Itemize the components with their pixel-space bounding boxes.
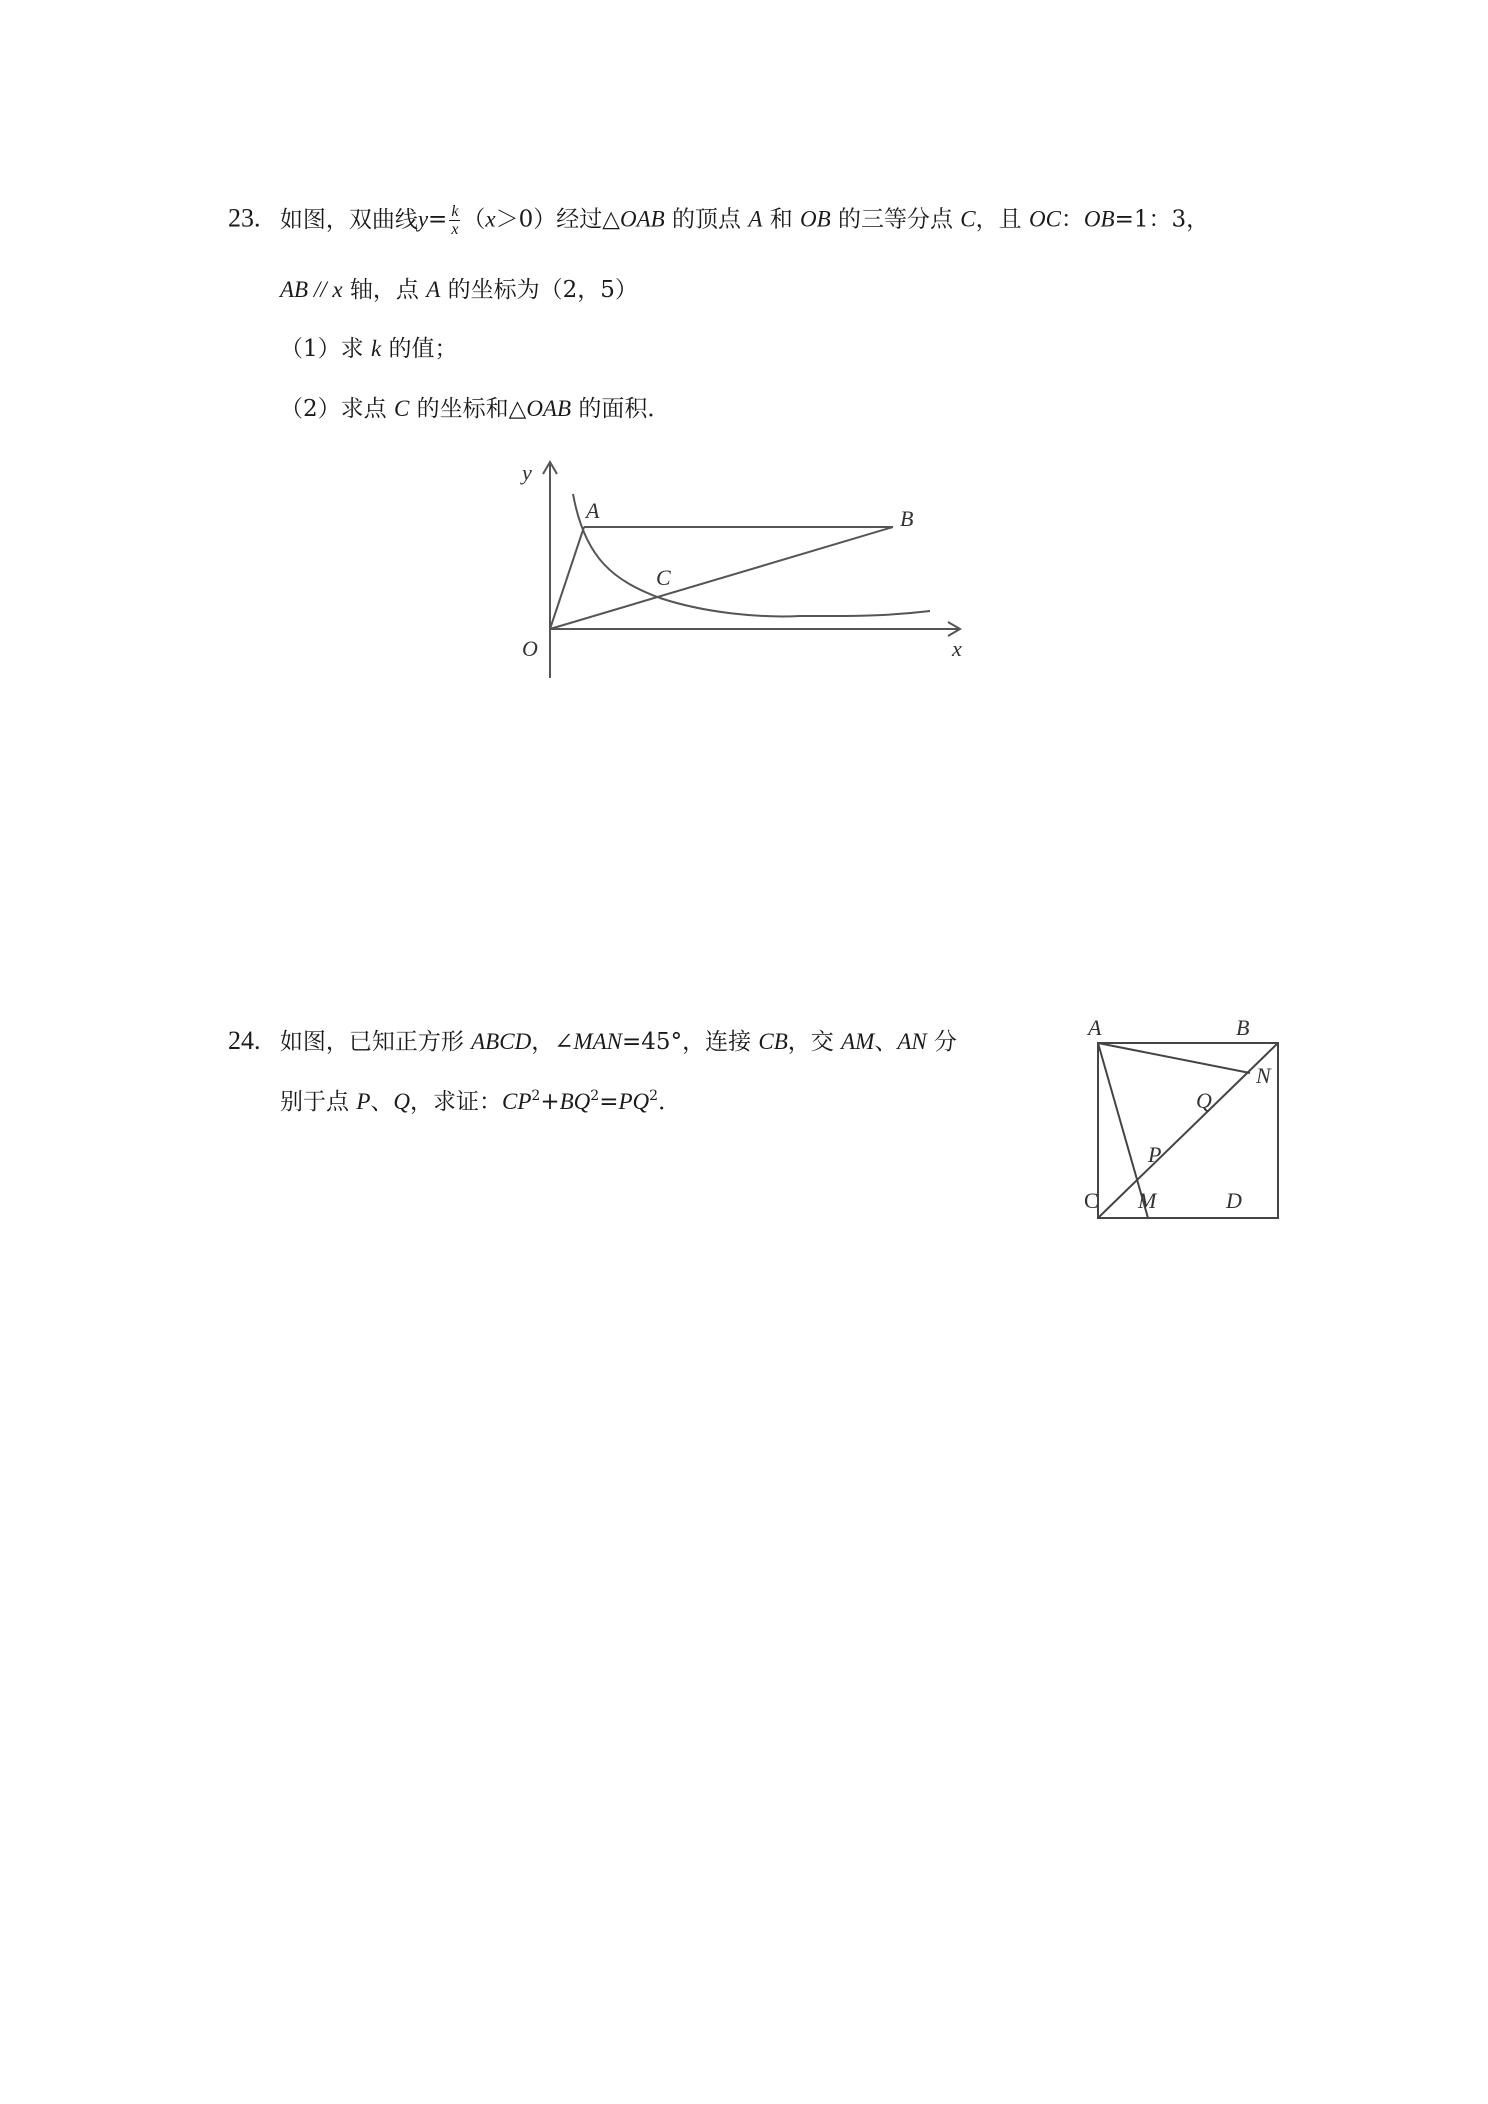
label-o: O <box>522 636 538 661</box>
superscript: 2 <box>531 1088 541 1104</box>
text: ，交 <box>787 1029 834 1055</box>
q24-number: 24. <box>228 1026 261 1055</box>
text: = <box>599 1089 619 1115</box>
var-c: C <box>393 396 410 421</box>
var-a: A <box>426 277 441 302</box>
segment-oa <box>550 527 584 629</box>
var-p: P <box>356 1089 371 1114</box>
label-b: B <box>1236 1015 1250 1040</box>
text: ＞0）经过△ <box>495 206 620 233</box>
var-x: x <box>485 206 496 232</box>
var-ob: OB <box>800 206 831 232</box>
text: 的三等分点 <box>837 206 953 233</box>
label-a: A <box>586 498 600 523</box>
q24-figure <box>1060 1005 1280 1230</box>
label-p: P <box>1148 1142 1162 1167</box>
text: 别于点 <box>280 1089 349 1115</box>
text: （2）求点 <box>280 396 387 422</box>
label-n: N <box>1256 1063 1271 1088</box>
text: 的值； <box>388 336 458 362</box>
var-c: C <box>960 206 976 232</box>
fraction-k-over-x <box>449 203 460 238</box>
text: 、 <box>874 1029 898 1055</box>
var-am: AM <box>841 1029 875 1054</box>
var-abcd: ABCD <box>471 1029 532 1054</box>
var-oab: OAB <box>526 396 572 421</box>
q23-line-1 <box>228 203 1209 238</box>
var-cp: CP <box>502 1089 532 1114</box>
label-a: A <box>1088 1015 1102 1040</box>
text: =45°，连接 <box>622 1029 752 1055</box>
text: 的坐标和△ <box>416 396 527 422</box>
label-x: x <box>952 636 962 661</box>
frac-denominator: x <box>451 221 459 238</box>
var-an: AN <box>897 1029 927 1054</box>
text: （1）求 <box>280 336 364 362</box>
label-m: M <box>1138 1188 1157 1213</box>
label-d: D <box>1226 1188 1242 1213</box>
var-oab: OAB <box>619 206 665 232</box>
label-q: Q <box>1196 1088 1212 1113</box>
frac-numerator: k <box>451 203 459 220</box>
superscript: 2 <box>590 1088 600 1104</box>
text: 的面积． <box>578 396 671 422</box>
var-bq: BQ <box>559 1089 591 1114</box>
q23-figure <box>500 450 980 690</box>
var-a: A <box>748 206 763 232</box>
var-ob: OB <box>1083 206 1115 232</box>
var-oc: OC <box>1028 206 1061 232</box>
label-c: C <box>1084 1188 1099 1213</box>
var-x: x <box>332 277 343 302</box>
text: 如图，已知正方形 <box>279 1029 464 1055</box>
text: =1：3， <box>1114 206 1210 233</box>
var-y: y <box>417 206 429 232</box>
text: 如图，双曲线 <box>279 206 418 233</box>
var-man: MAN <box>573 1029 623 1054</box>
var-cb: CB <box>758 1029 788 1054</box>
text: ，求证： <box>410 1089 502 1115</box>
var-k: k <box>370 336 382 361</box>
label-c: C <box>656 565 671 590</box>
q23-line-2 <box>280 275 638 305</box>
segment-cb <box>1098 1043 1278 1218</box>
text: 分 <box>934 1029 958 1055</box>
text: 轴，点 <box>342 277 419 303</box>
q24-line-2 <box>280 1087 681 1117</box>
q24-line-1 <box>228 1026 957 1057</box>
q23-part-1 <box>280 334 457 364</box>
text: 和 <box>769 206 793 233</box>
label-b: B <box>900 506 914 531</box>
text: 的坐标为（2，5） <box>447 277 638 303</box>
var-q: Q <box>393 1089 410 1114</box>
var-pq: PQ <box>618 1089 650 1114</box>
text: ． <box>658 1089 682 1115</box>
segment-an <box>1098 1043 1250 1073</box>
segment-ob <box>550 527 893 629</box>
var-ab: AB <box>280 277 309 302</box>
hyperbola-curve <box>573 494 930 616</box>
text: ，∠ <box>531 1029 574 1055</box>
q23-part-2 <box>280 394 670 424</box>
text: ，且 <box>975 206 1022 233</box>
text: ： <box>1060 206 1084 233</box>
text: + <box>540 1089 560 1115</box>
text: 、 <box>370 1089 394 1115</box>
label-y: y <box>522 460 532 485</box>
text-parallel: // <box>308 277 333 302</box>
text: = <box>428 206 448 233</box>
text: （ <box>462 206 486 233</box>
text: 的顶点 <box>672 206 741 233</box>
superscript: 2 <box>649 1088 659 1104</box>
q23-number: 23. <box>228 203 261 233</box>
